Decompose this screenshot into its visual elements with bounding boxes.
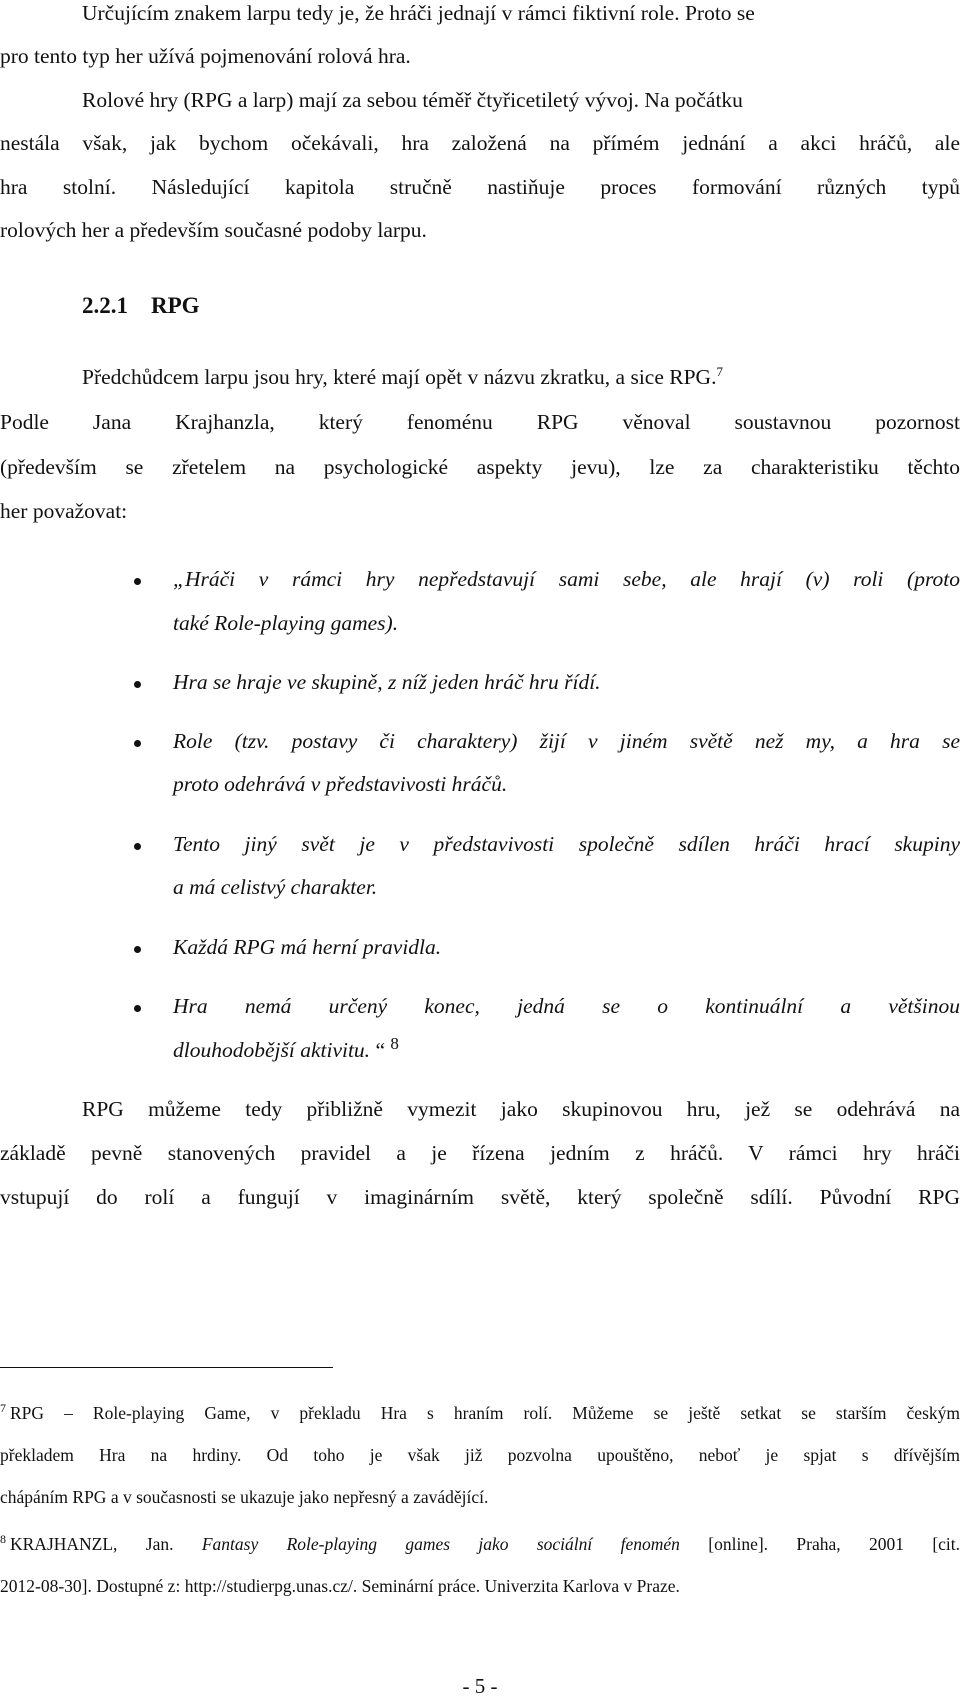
bullet-icon	[134, 740, 141, 747]
paragraph-2-line-4: rolových her a především současné podoby larpu.	[0, 218, 427, 242]
footnote-8-title: Fantasy Role-playing games jako sociální fenomén	[201, 1534, 680, 1554]
footnote-7-line-1	[0, 1401, 960, 1423]
footnote-8-rest: [online]. Praha, 2001 [cit.	[708, 1534, 960, 1554]
list-item-3-line-1: Role (tzv. postavy či charaktery) žijí v jiném světě než my, a hra se	[173, 729, 960, 753]
footnote-ref-7: 7	[716, 363, 723, 379]
paragraph-3-text: Předchůdcem larpu jsou hry, které mají opět v názvu zkratku, a sice RPG.	[82, 365, 717, 389]
closing-quote: “	[375, 1038, 385, 1062]
section-heading	[82, 294, 960, 317]
bullet-icon	[134, 681, 141, 688]
footnote-separator	[0, 1367, 333, 1368]
paragraph-2-line-3: hra stolní. Následující kapitola stručně nastiňuje proces formování různých typů	[0, 175, 960, 199]
list-item-6-text: dlouhodobější aktivitu.	[173, 1038, 371, 1062]
footnote-7-line-3: chápáním RPG a v současnosti se ukazuje jako nepřesný a zavádějící.	[0, 1487, 489, 1507]
paragraph-3-line-1	[82, 363, 960, 389]
section-number: 2.2.1	[82, 293, 128, 318]
list-item-5-line-1: Každá RPG má herní pravidla.	[173, 935, 442, 959]
list-item-4-line-1: Tento jiný svět je v představivosti společně sdílen hráči hrací skupiny	[173, 832, 960, 856]
footnote-8-line-1	[0, 1532, 960, 1554]
list-item-1-line-2: také Role-playing games).	[173, 611, 399, 635]
section-title: RPG	[151, 293, 200, 318]
paragraph-2-line-1: Rolové hry (RPG a larp) mají za sebou téměř čtyřicetiletý vývoj. Na počátku	[82, 88, 743, 112]
paragraph-4-line-3: vstupují do rolí a fungují v imaginárním světě, který společně sdílí. Původní RPG	[0, 1185, 960, 1209]
footnote-7-text: RPG – Role-playing Game, v překladu Hra s hraním rolí. Můžeme se ještě setkat se starším českým	[10, 1403, 960, 1423]
footnote-8-number: 8	[0, 1532, 6, 1547]
bullet-icon	[134, 578, 141, 585]
paragraph-4-line-2: základě pevně stanovených pravidel a je řízena jedním z hráčů. V rámci hry hráči	[0, 1141, 960, 1165]
bullet-icon	[134, 1005, 141, 1012]
paragraph-3-line-2: Podle Jana Krajhanzla, který fenoménu RPG věnoval soustavnou pozornost	[0, 410, 960, 434]
footnote-ref-8: 8	[390, 1033, 399, 1053]
page-number: - 5 -	[462, 1674, 498, 1698]
list-item-6-line-1: Hra nemá určený konec, jedná se o kontinuální a většinou	[173, 994, 960, 1018]
bullet-icon	[134, 843, 141, 850]
paragraph-2-line-2: nestála však, jak bychom očekávali, hra založená na přímém jednání a akci hráčů, ale	[0, 131, 960, 155]
footnote-8-line-2: 2012-08-30]. Dostupné z: http://studierpg.unas.cz/. Seminární práce. Univerzita Karlova v Praze.	[0, 1576, 680, 1596]
list-item-6-line-2	[173, 1033, 960, 1062]
footnote-7-number: 7	[0, 1401, 6, 1416]
list-item-1-line-1: „Hráči v rámci hry nepředstavují sami sebe, ale hrají (v) roli (proto	[173, 567, 960, 591]
footnote-8-author: KRAJHANZL, Jan.	[10, 1534, 174, 1554]
list-item-2-line-1: Hra se hraje ve skupině, z níž jeden hráč hru řídí.	[173, 670, 601, 694]
bullet-icon	[134, 946, 141, 953]
paragraph-3-line-4: her považovat:	[0, 499, 128, 523]
list-item-4-line-2: a má celistvý charakter.	[173, 875, 378, 899]
paragraph-1-line-1: Určujícím znakem larpu tedy je, že hráči jednají v rámci fiktivní role. Proto se	[82, 1, 755, 25]
paragraph-1-line-2: pro tento typ her užívá pojmenování rolová hra.	[0, 44, 411, 68]
footnote-7-line-2: překladem Hra na hrdiny. Od toho je však již pozvolna upouštěno, neboť je spjat s dřívějším	[0, 1445, 960, 1465]
list-item-3-line-2: proto odehrává v představivosti hráčů.	[173, 772, 508, 796]
paragraph-4-line-1: RPG můžeme tedy přibližně vymezit jako skupinovou hru, jež se odehrává na	[82, 1097, 960, 1121]
paragraph-3-line-3: (především se zřetelem na psychologické aspekty jevu), lze za charakteristiku těchto	[0, 455, 960, 479]
